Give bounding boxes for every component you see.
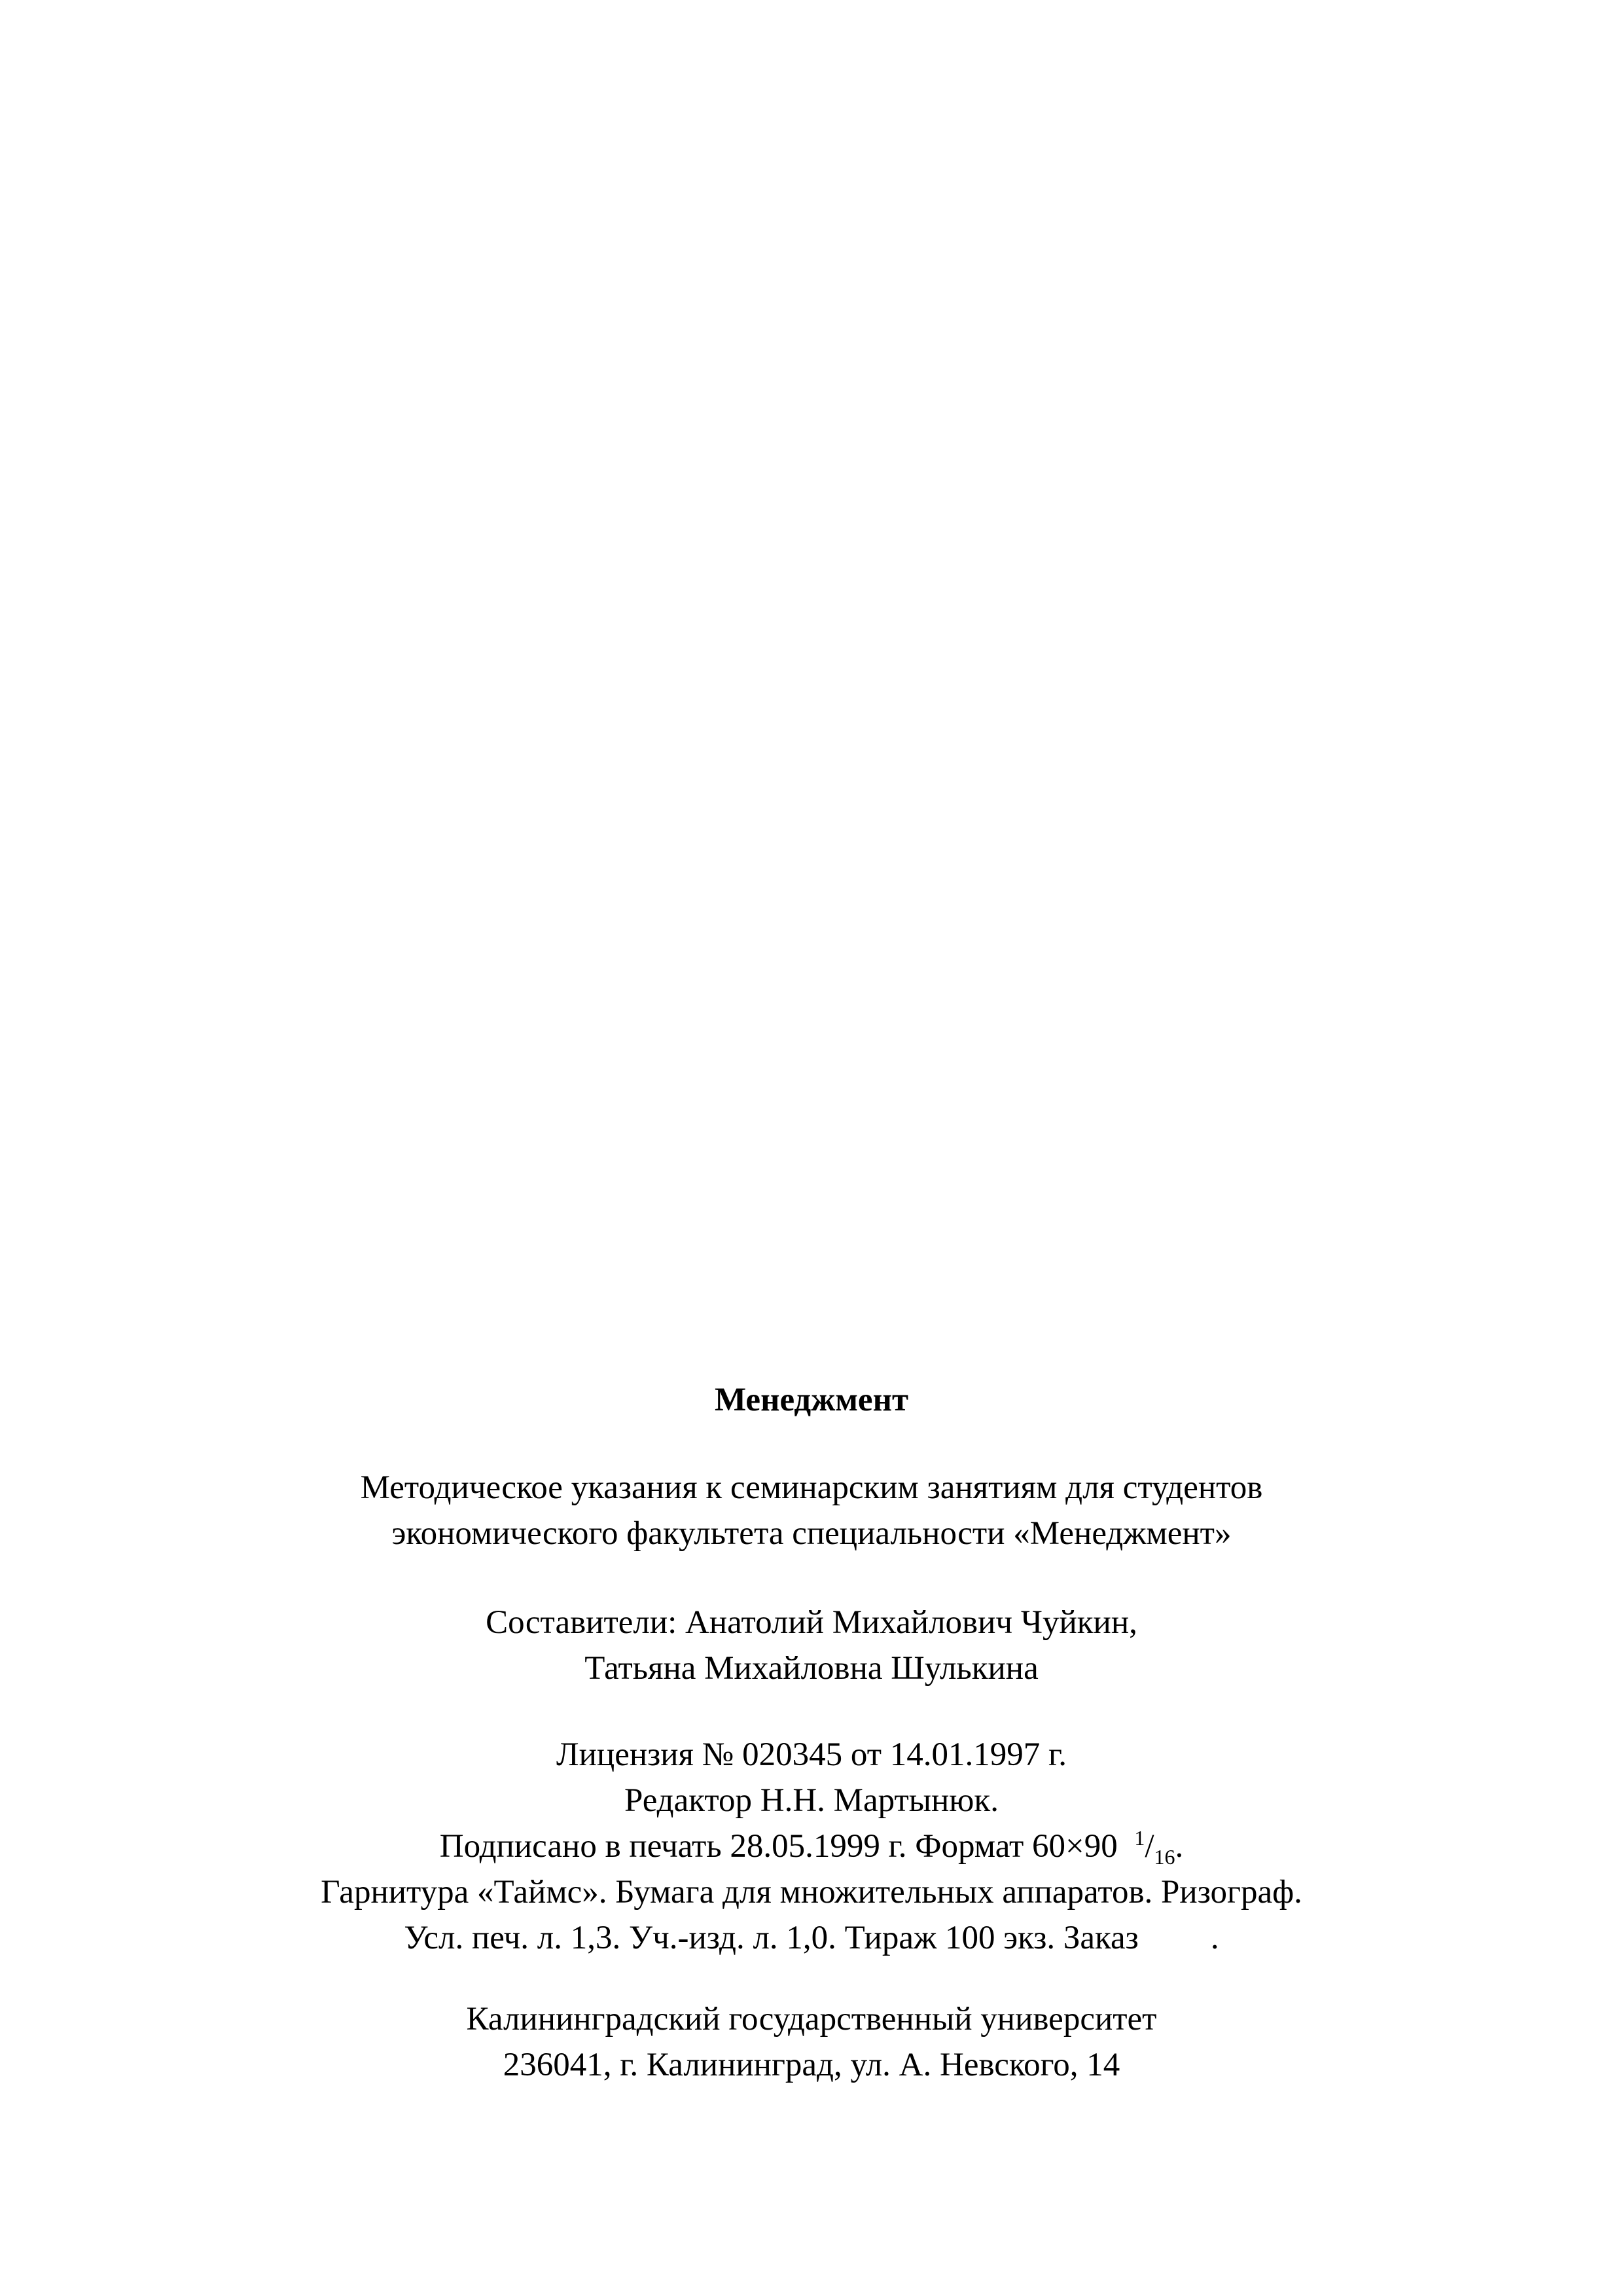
publisher-name: Калининградский государственный университет — [466, 2001, 1157, 2037]
description-line-2: экономического факультета специальности «Менеджмент» — [391, 1515, 1232, 1552]
fraction-denominator: 16 — [1154, 1845, 1175, 1869]
compilers-line-1: Составители: Анатолий Михайлович Чуйкин, — [486, 1604, 1137, 1641]
license-line: Лицензия № 020345 от 14.01.1997 г. — [556, 1736, 1067, 1773]
publisher-block — [0, 1996, 1623, 2088]
print-sheets-line — [0, 1915, 1623, 1961]
fraction-slash: / — [1145, 1828, 1154, 1865]
editor-line: Редактор Н.Н. Мартынюк. — [624, 1782, 999, 1819]
document-description — [0, 1465, 1623, 1556]
imprint-block — [0, 1732, 1623, 1961]
signed-suffix: . — [1175, 1828, 1184, 1865]
signed-text: Подписано в печать 28.05.1999 г. Формат 60×90 — [439, 1828, 1118, 1865]
compilers-line-2: Татьяна Михайловна Шулькина — [584, 1650, 1039, 1687]
title-text: Менеджмент — [714, 1382, 909, 1418]
typeface-line: Гарнитура «Таймс». Бумага для множительных аппаратов. Ризограф. — [321, 1874, 1302, 1910]
format-fraction — [1134, 1826, 1175, 1869]
document-title — [0, 1377, 1623, 1423]
print-sheets-text: Усл. печ. л. 1,3. Уч.-изд. л. 1,0. Тираж 100 экз. Заказ — [404, 1920, 1139, 1956]
signed-format-line — [0, 1823, 1623, 1869]
description-line-1: Методическое указания к семинарским занятиям для студентов — [360, 1469, 1263, 1506]
fraction-numerator: 1 — [1134, 1826, 1145, 1850]
publisher-address: 236041, г. Калининград, ул. А. Невского, 14 — [503, 2047, 1120, 2083]
compilers-block — [0, 1600, 1623, 1691]
print-sheets-suffix: . — [1210, 1920, 1219, 1956]
